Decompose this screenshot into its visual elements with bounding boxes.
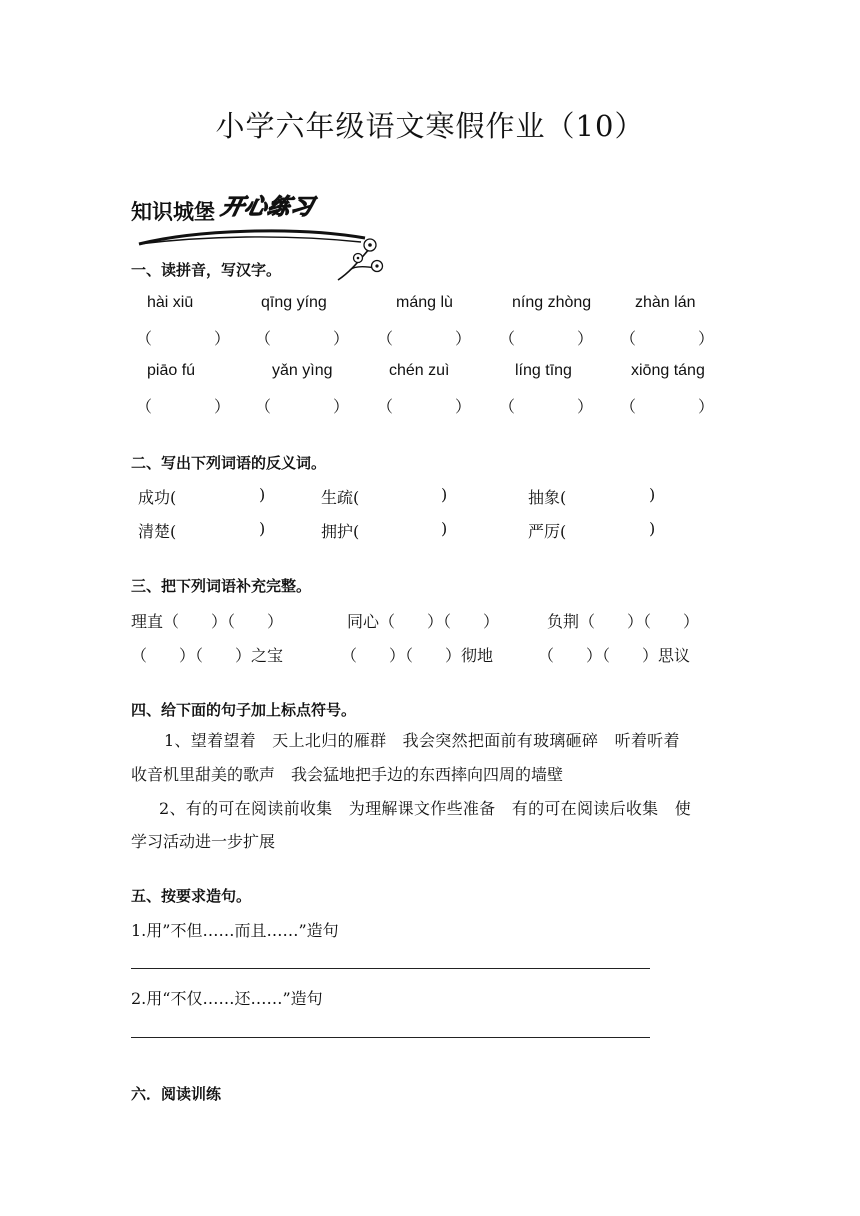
flower-branch-icon xyxy=(336,236,384,282)
antonym-word: 抽象( xyxy=(528,488,567,507)
idiom-item: （ ）（ ）思议 xyxy=(538,646,691,665)
antonym-close-paren: ) xyxy=(649,519,656,538)
answer-open-paren: （ xyxy=(377,329,394,348)
answer-close-paren: ） xyxy=(577,329,594,348)
answer-close-paren: ） xyxy=(214,397,231,416)
answer-close-paren: ） xyxy=(214,329,231,348)
pinyin-item: yǎn yìnɡ xyxy=(272,362,333,379)
answer-open-paren: （ xyxy=(620,329,637,348)
answer-close-paren: ） xyxy=(577,397,594,416)
punctuation-sentence-2: 2、有的可在阅读前收集 为理解课文作些准备 有的可在阅读后收集 使 xyxy=(159,799,692,818)
antonym-close-paren: ) xyxy=(649,485,656,504)
answer-line xyxy=(131,968,650,969)
pinyin-item: hài xiū xyxy=(147,294,194,311)
answer-close-paren: ） xyxy=(698,329,715,348)
pinyin-item: línɡ tīnɡ xyxy=(515,362,572,379)
idiom-item: （ ）（ ）彻地 xyxy=(341,646,494,665)
punctuation-sentence-1-cont: 收音机里甜美的歌声 我会猛地把手边的东西摔向四周的墙壁 xyxy=(131,765,564,784)
pinyin-item: qīnɡ yínɡ xyxy=(261,294,327,311)
sentence-prompt-2: 2.用“不仅……还……”造句 xyxy=(131,989,323,1008)
banner-title: 知识城堡 xyxy=(131,200,215,224)
antonym-close-paren: ) xyxy=(259,485,266,504)
idiom-item: 同心（ ）（ ） xyxy=(347,612,500,631)
section-2-heading: 二、写出下列词语的反义词。 xyxy=(131,454,327,472)
banner-decorative-text: 开心练习 xyxy=(218,194,317,220)
answer-open-paren: （ xyxy=(377,397,394,416)
section-4-heading: 四、给下面的句子加上标点符号。 xyxy=(131,701,357,719)
antonym-close-paren: ) xyxy=(441,519,448,538)
section-5-heading: 五、按要求造句。 xyxy=(131,887,252,905)
answer-line xyxy=(131,1037,650,1038)
banner-swoosh-icon xyxy=(135,222,370,250)
punctuation-sentence-1: 1、望着望着 天上北归的雁群 我会突然把面前有玻璃砸碎 听着听着 xyxy=(164,731,680,750)
punctuation-sentence-2-cont: 学习活动进一步扩展 xyxy=(131,832,276,851)
answer-open-paren: （ xyxy=(499,397,516,416)
answer-open-paren: （ xyxy=(136,329,153,348)
antonym-close-paren: ) xyxy=(441,485,448,504)
idiom-item: 负荆（ ）（ ） xyxy=(547,612,700,631)
answer-close-paren: ） xyxy=(455,329,472,348)
answer-open-paren: （ xyxy=(499,329,516,348)
pinyin-item: chén zuì xyxy=(389,362,450,379)
answer-open-paren: （ xyxy=(136,397,153,416)
antonym-word: 生疏( xyxy=(321,488,360,507)
idiom-item: 理直（ ）（ ） xyxy=(131,612,284,631)
antonym-word: 成功( xyxy=(138,488,177,507)
page-title: 小学六年级语文寒假作业（10） xyxy=(215,109,645,143)
answer-open-paren: （ xyxy=(620,397,637,416)
answer-close-paren: ） xyxy=(333,397,350,416)
pinyin-item: xiōnɡ tánɡ xyxy=(631,362,705,379)
antonym-word: 严厉( xyxy=(528,522,567,541)
answer-close-paren: ） xyxy=(333,329,350,348)
antonym-word: 清楚( xyxy=(138,522,177,541)
antonym-word: 拥护( xyxy=(321,522,360,541)
section-1-heading: 一、读拼音，写汉字。 xyxy=(131,261,282,279)
section-6-heading: 六．阅读训练 xyxy=(131,1085,222,1103)
idiom-item: （ ）（ ）之宝 xyxy=(131,646,284,665)
section-3-heading: 三、把下列词语补充完整。 xyxy=(131,577,312,595)
answer-close-paren: ） xyxy=(455,397,472,416)
answer-open-paren: （ xyxy=(255,397,272,416)
antonym-close-paren: ) xyxy=(259,519,266,538)
answer-close-paren: ） xyxy=(698,397,715,416)
pinyin-item: piāo fú xyxy=(147,362,196,379)
pinyin-item: zhàn lán xyxy=(635,294,696,311)
answer-open-paren: （ xyxy=(255,329,272,348)
sentence-prompt-1: 1.用”不但……而且……”造句 xyxy=(131,921,339,940)
pinyin-item: nínɡ zhònɡ xyxy=(512,294,592,311)
pinyin-item: mánɡ lù xyxy=(396,294,453,311)
